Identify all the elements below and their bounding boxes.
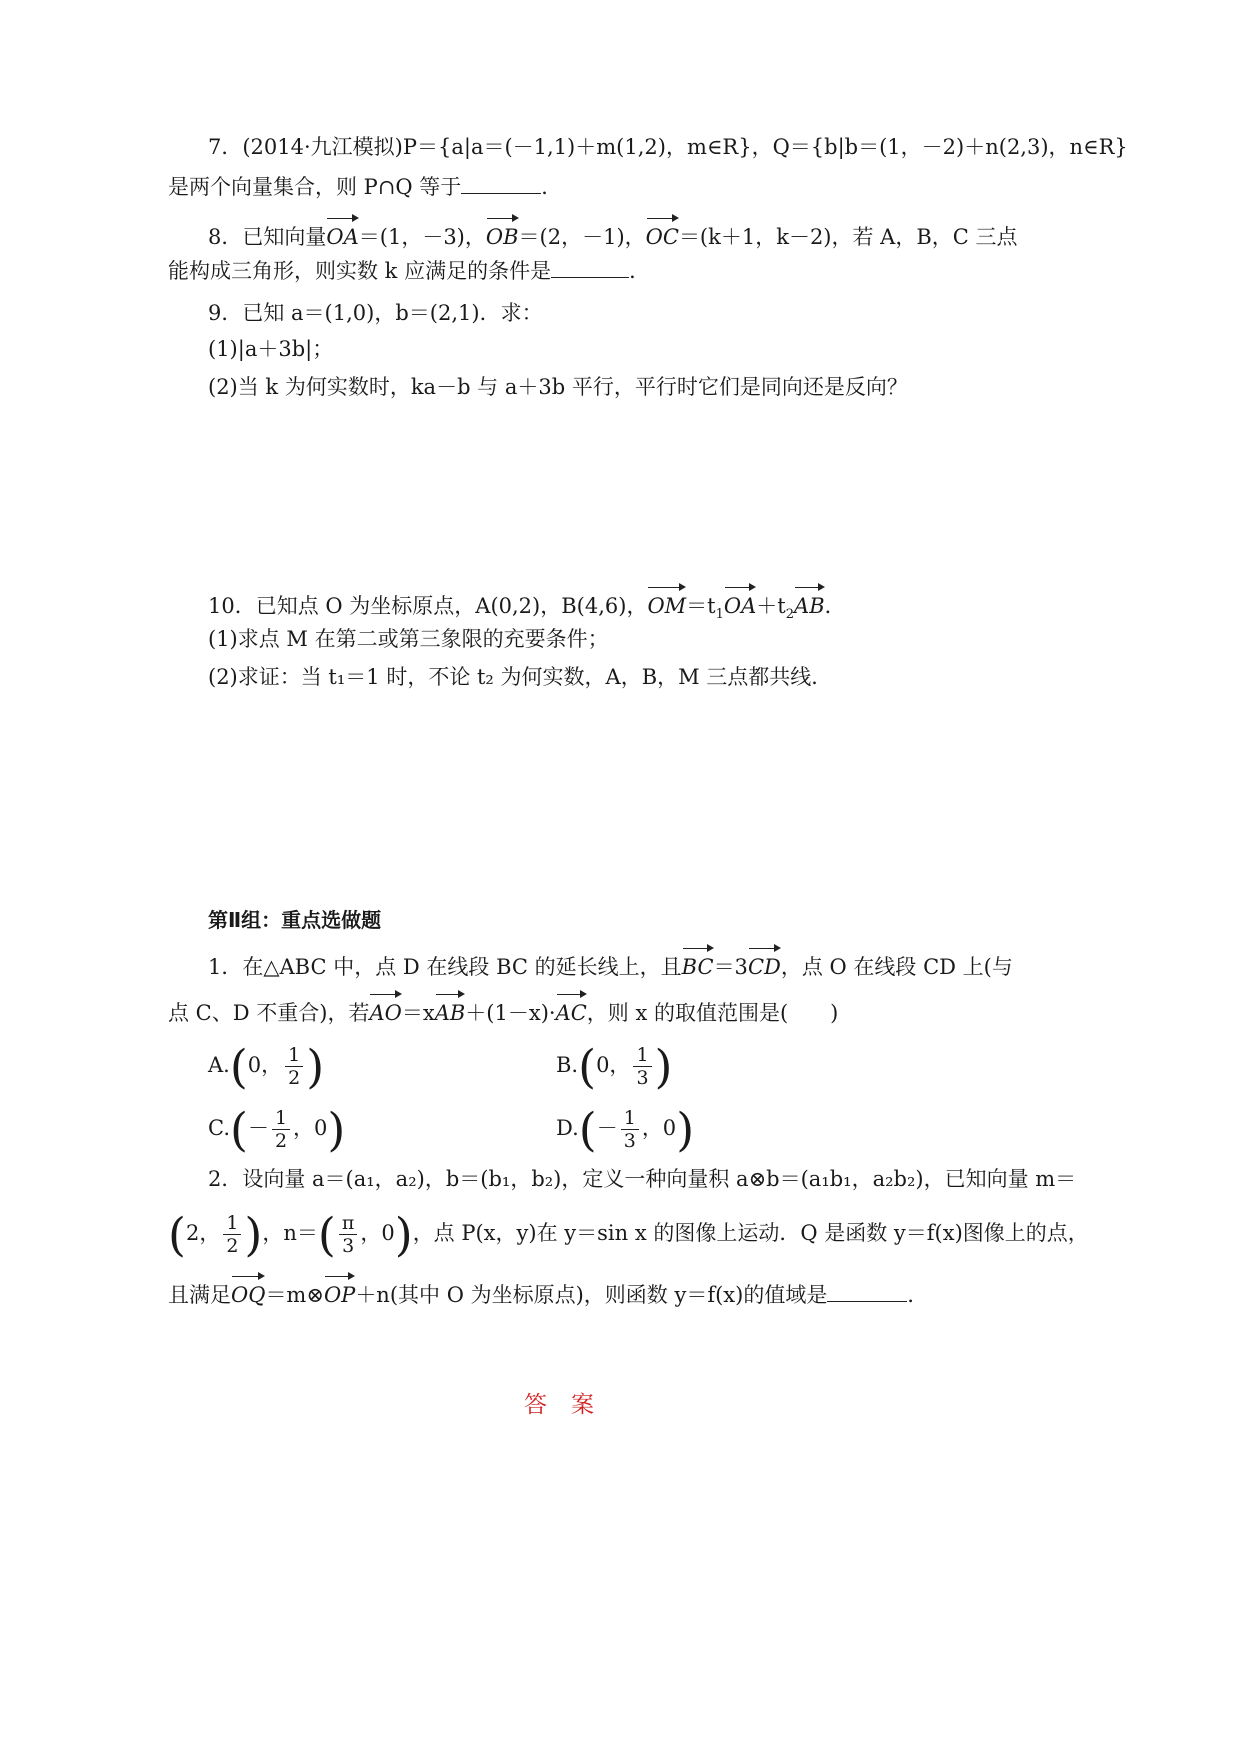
option-d[interactable]: D.(－ $\frac{1}{3}$ ，0) [556, 1102, 695, 1157]
q7-line2: 是两个向量集合，则 P∩Q 等于 ． [168, 175, 563, 199]
vector-ab: AB [794, 585, 825, 621]
answer-blank [827, 1281, 907, 1302]
section-heading: 第Ⅱ组：重点选做题 [208, 908, 382, 932]
vector-cd: CD [748, 946, 781, 982]
vector-ob: OB [486, 216, 519, 252]
option-a[interactable]: A.(0， $\frac{1}{2}$ ) [208, 1039, 325, 1094]
q10-line3: (2)求证：当 t₁＝1 时，不论 t₂ 为何实数，A，B，M 三点都共线． [208, 665, 833, 689]
vector-op: OP [324, 1274, 355, 1310]
q10-line2: (1)求点 M 在第二或第三象限的充要条件； [208, 627, 609, 651]
vector-ao: AO [369, 992, 401, 1028]
q8-line2: 能构成三角形，则实数 k 应满足的条件是 ． [168, 259, 651, 283]
q10-line1: 10．已知点 O 为坐标原点，A(0,2)，B(4,6)，$OM=t_1OA+t_2AB$． [208, 585, 846, 630]
vector-ab: AB [435, 992, 466, 1028]
vector-oq: OQ [231, 1274, 265, 1310]
q8-line1: 8．已知向量OA＝(1，－3)，OB＝(2，－1)，OC＝(k＋1，k－2)，若 A，B，C 三点 [208, 216, 1018, 252]
s1-line1: 1．在△ABC 中，点 D 在线段 BC 的延长线上，且BC＝3CD，点 O 在线段 CD 上(与 [208, 946, 1013, 982]
vector-oc: OC [646, 216, 679, 252]
q9-line2: (1)|a＋3b|； [208, 337, 334, 361]
option-c[interactable]: C.(－ $\frac{1}{2}$ ，0) [208, 1102, 346, 1157]
vector-oa: OA [326, 216, 358, 252]
s2-line1: 2．设向量 a＝(a₁，a₂)，b＝(b₁，b₂)，定义一种向量积 a⊗b＝(a₁b₁，a₂b₂)，已知向量 m＝ [208, 1167, 1077, 1191]
s2-line2: (2， $\frac{1}{2}$ )，n＝( $\frac{\pi}{3}$ ，0)，点 P(x，y)在 y＝sin x 的图像上运动．Q 是函数 y＝f(x)图像上的点， [168, 1207, 1089, 1262]
q7-line1: 7．(2014·九江模拟)P＝{a|a＝(－1,1)＋m(1,2)，m∈R}，Q＝{b|b＝(1，－2)＋n(2,3)，n∈R} [208, 135, 1128, 159]
answer-blank [461, 173, 541, 194]
vector-om: OM [647, 585, 686, 621]
s1-line2: 点 C、D 不重合)，若AO＝xAB＋(1－x)·AC，则 x 的取值范围是( ) [168, 992, 838, 1028]
answer-blank [551, 257, 629, 278]
vector-ac: AC [556, 992, 587, 1028]
vector-bc: BC [682, 946, 714, 982]
q9-line3: (2)当 k 为何实数时，ka－b 与 a＋3b 平行，平行时它们是同向还是反向？ [208, 375, 908, 399]
vector-oa: OA [724, 585, 756, 621]
q9-line1: 9．已知 a＝(1,0)，b＝(2,1)．求： [208, 301, 543, 325]
option-b[interactable]: B.(0， $\frac{1}{3}$ ) [556, 1039, 673, 1094]
answer-heading: 答案 [524, 1392, 618, 1418]
s2-line3: 且满足OQ＝m⊗OP＋n(其中 O 为坐标原点)，则函数 y＝f(x)的值域是 ． [168, 1274, 928, 1310]
